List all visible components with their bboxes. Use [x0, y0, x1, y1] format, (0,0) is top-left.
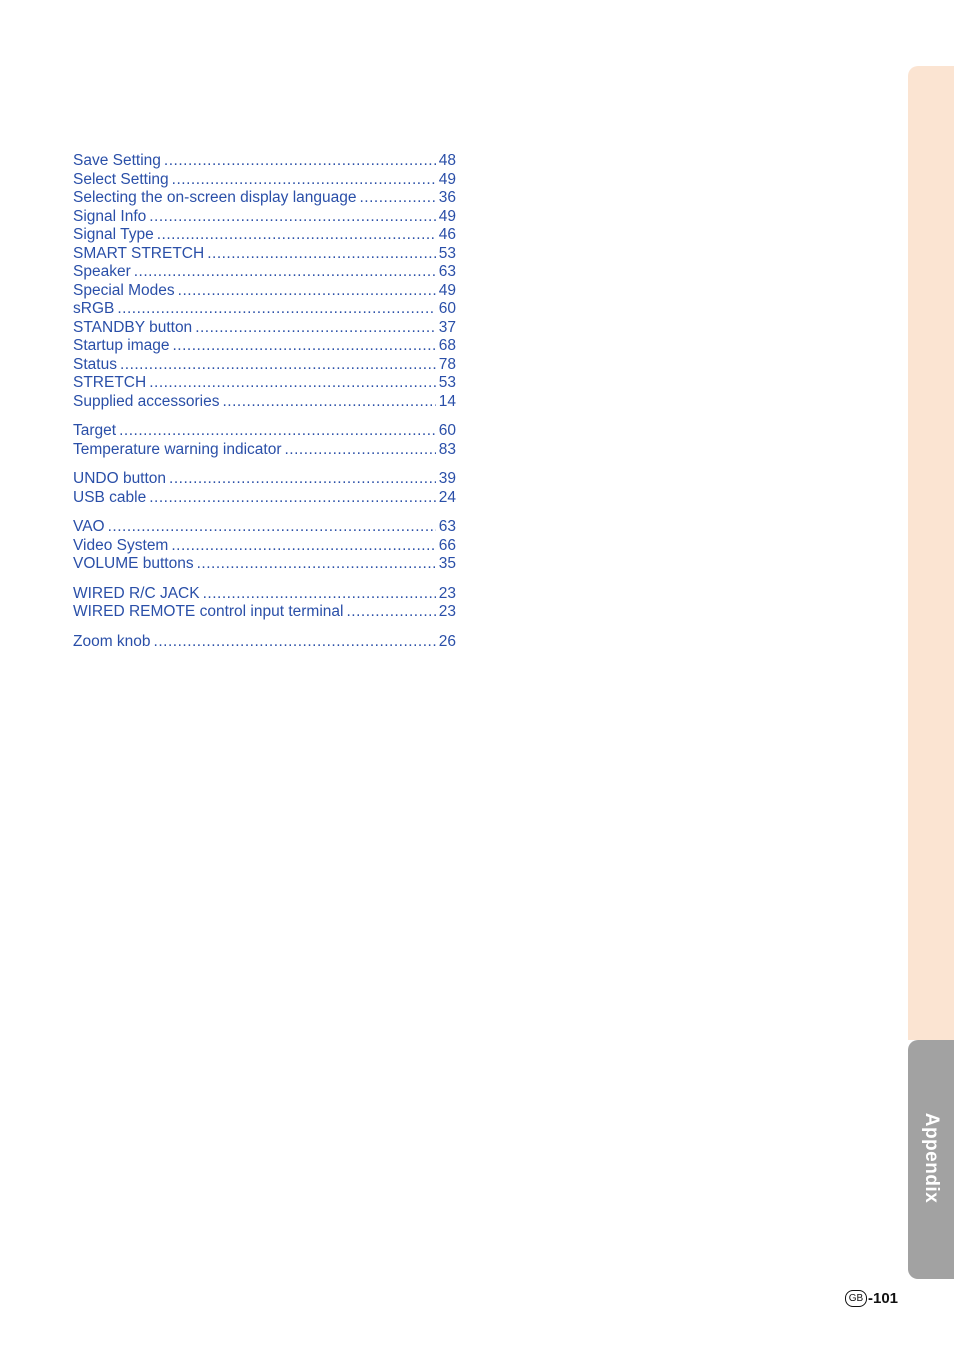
dot-leader — [171, 537, 435, 556]
dot-leader — [164, 152, 436, 171]
dot-leader — [285, 441, 436, 460]
index-group — [73, 585, 456, 622]
index-page-number: 63 — [438, 263, 456, 280]
index-page-number: 23 — [438, 584, 456, 602]
index-term: Save Setting — [73, 152, 161, 169]
index-entry[interactable] — [73, 356, 456, 375]
index-term: Target — [73, 422, 117, 439]
page-number-value: -101 — [868, 1290, 899, 1307]
index-page-number: 68 — [438, 337, 456, 354]
index-entry[interactable] — [73, 470, 456, 489]
index-entry[interactable] — [73, 245, 456, 264]
index-entry[interactable] — [73, 603, 456, 622]
index-term: VAO — [73, 518, 105, 535]
dot-leader — [157, 226, 436, 245]
index-entry[interactable] — [73, 374, 456, 393]
dot-leader — [169, 470, 436, 489]
index-page-number: 53 — [438, 374, 456, 391]
index-group — [73, 518, 456, 574]
index-term: Video System — [73, 536, 169, 554]
dot-leader — [360, 189, 436, 208]
index-entry[interactable] — [73, 189, 456, 208]
index-entry[interactable] — [73, 585, 456, 604]
index-page-number: 78 — [438, 355, 456, 373]
index-term: Signal Info — [73, 207, 147, 225]
side-tab-background — [908, 66, 954, 1040]
index-entry[interactable] — [73, 633, 456, 652]
index-group — [73, 152, 456, 411]
index-term: Temperature warning indicator — [73, 440, 282, 458]
index-group — [73, 470, 456, 507]
index-entry[interactable] — [73, 226, 456, 245]
dot-leader — [149, 208, 436, 227]
dot-leader — [197, 555, 436, 574]
index-page-number: 35 — [438, 555, 456, 572]
index-term: USB cable — [73, 488, 147, 506]
index-entry[interactable] — [73, 282, 456, 301]
region-badge-icon: GB — [845, 1290, 867, 1307]
index-entry[interactable] — [73, 337, 456, 356]
index-entry[interactable] — [73, 537, 456, 556]
index-term: Selecting the on-screen display language — [73, 189, 357, 206]
index-page-number: 48 — [438, 152, 456, 169]
index-page-number: 26 — [438, 632, 456, 650]
index-term: SMART STRETCH — [73, 244, 205, 262]
appendix-tab[interactable] — [908, 1040, 954, 1279]
dot-leader — [119, 422, 436, 441]
index-entry[interactable] — [73, 171, 456, 190]
dot-leader — [149, 489, 436, 508]
index-list — [73, 152, 456, 651]
dot-leader — [178, 282, 436, 301]
dot-leader — [203, 585, 436, 604]
index-term: Status — [73, 355, 117, 373]
index-term: WIRED R/C JACK — [73, 584, 200, 602]
index-page-number: 49 — [438, 207, 456, 225]
dot-leader — [120, 356, 436, 375]
index-page-number: 49 — [438, 281, 456, 299]
index-page-number: 23 — [438, 603, 456, 620]
index-term: STANDBY button — [73, 318, 193, 336]
index-entry[interactable] — [73, 489, 456, 508]
index-page-number: 36 — [438, 189, 456, 206]
dot-leader — [149, 374, 436, 393]
index-entry[interactable] — [73, 555, 456, 574]
index-entry[interactable] — [73, 152, 456, 171]
index-term: Select Setting — [73, 170, 169, 188]
index-page-number: 63 — [438, 518, 456, 535]
index-term: Zoom knob — [73, 632, 151, 650]
index-term: STRETCH — [73, 374, 147, 391]
index-group — [73, 422, 456, 459]
index-group — [73, 633, 456, 652]
dot-leader — [173, 337, 436, 356]
index-term: WIRED REMOTE control input terminal — [73, 603, 344, 620]
index-entry[interactable] — [73, 319, 456, 338]
index-entry[interactable] — [73, 300, 456, 319]
index-page-number: 39 — [438, 470, 456, 487]
index-page-number: 24 — [438, 488, 456, 506]
dot-leader — [207, 245, 436, 264]
index-page-number: 60 — [438, 300, 456, 317]
index-entry[interactable] — [73, 393, 456, 412]
index-term: Startup image — [73, 337, 170, 354]
index-page-number: 46 — [438, 226, 456, 243]
dot-leader — [108, 518, 436, 537]
appendix-tab-label: Appendix — [921, 1112, 942, 1204]
index-term: Special Modes — [73, 281, 175, 299]
index-term: VOLUME buttons — [73, 555, 194, 572]
index-entry[interactable] — [73, 208, 456, 227]
index-term: Signal Type — [73, 226, 154, 243]
index-term: UNDO button — [73, 470, 167, 487]
index-page-number: 60 — [438, 422, 456, 439]
index-entry[interactable] — [73, 263, 456, 282]
index-entry[interactable] — [73, 441, 456, 460]
index-term: sRGB — [73, 300, 115, 317]
dot-leader — [117, 300, 435, 319]
dot-leader — [346, 603, 435, 622]
index-page-number: 83 — [438, 440, 456, 458]
index-entry[interactable] — [73, 518, 456, 537]
dot-leader — [195, 319, 436, 338]
page-number — [845, 1290, 898, 1307]
dot-leader — [154, 633, 436, 652]
index-term: Supplied accessories — [73, 392, 220, 410]
index-page-number: 53 — [438, 244, 456, 262]
dot-leader — [172, 171, 436, 190]
index-page-number: 49 — [438, 170, 456, 188]
dot-leader — [134, 263, 436, 282]
dot-leader — [222, 393, 435, 412]
index-term: Speaker — [73, 263, 131, 280]
index-page-number: 14 — [438, 392, 456, 410]
index-page-number: 37 — [438, 318, 456, 336]
index-page-number: 66 — [438, 536, 456, 554]
index-entry[interactable] — [73, 422, 456, 441]
